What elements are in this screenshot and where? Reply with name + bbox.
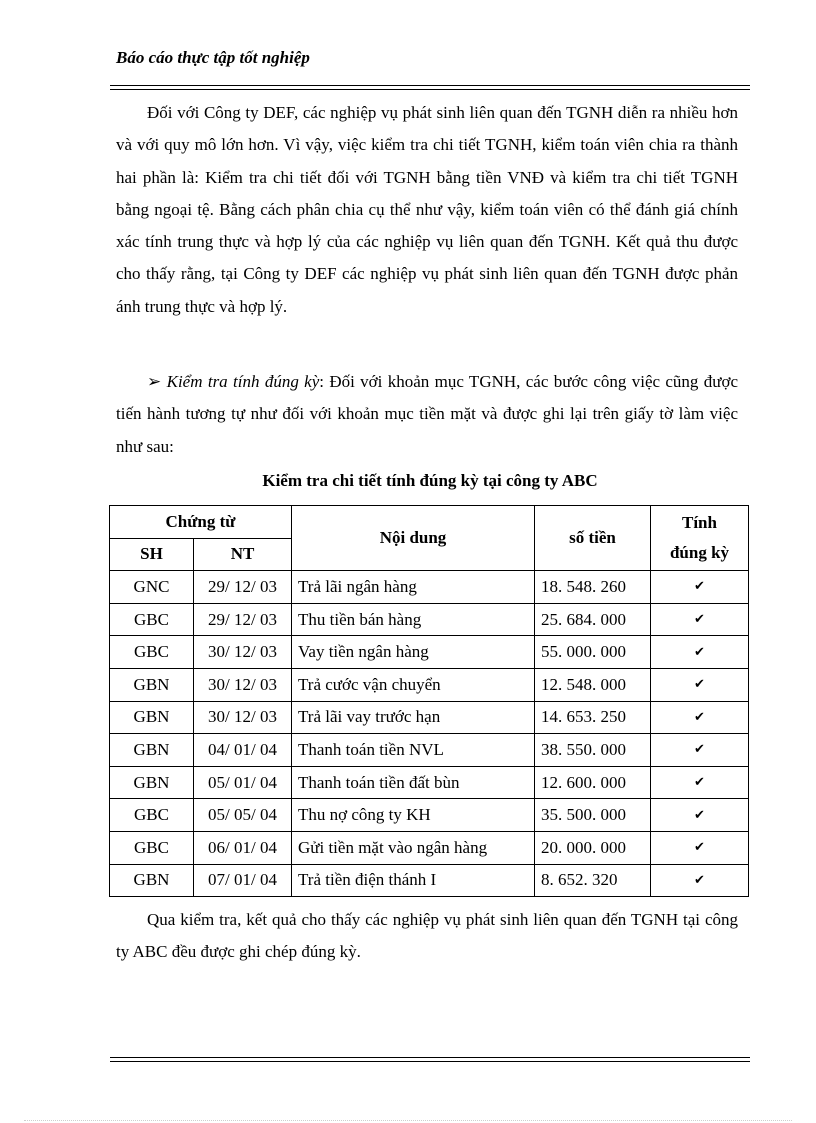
checkmark-icon: ✔ — [651, 571, 749, 604]
cell-amount: 35. 500. 000 — [535, 799, 651, 832]
cell-sh: GBN — [110, 701, 194, 734]
bullet-arrow-icon: ➢ — [147, 372, 162, 391]
cutoff-table — [109, 505, 749, 897]
cell-sh: GBC — [110, 603, 194, 636]
cell-content: Trả tiền điện thánh I — [292, 864, 535, 897]
checkmark-icon: ✔ — [651, 831, 749, 864]
paragraph-conclusion: Qua kiểm tra, kết quả cho thấy các nghiệp vụ phát sinh liên quan đến TGNH tại công ty ABC đều được ghi chép đúng kỳ. — [116, 910, 738, 962]
cell-amount: 12. 548. 000 — [535, 668, 651, 701]
checkmark-icon: ✔ — [651, 734, 749, 767]
cell-nt: 30/ 12/ 03 — [194, 636, 292, 669]
cell-sh: GBN — [110, 668, 194, 701]
cell-content: Thu nợ công ty KH — [292, 799, 535, 832]
checkmark-icon: ✔ — [651, 603, 749, 636]
cell-amount: 20. 000. 000 — [535, 831, 651, 864]
table-row — [110, 571, 749, 604]
cell-content: Trả cước vận chuyển — [292, 668, 535, 701]
cell-sh: GNC — [110, 571, 194, 604]
cutoff-test-text: : Đối với khoản mục TGNH, các bước công việc cũng được tiến hành tương tự như đối với khoản mục tiền mặt và được ghi lại trên giấy tờ làm việc như sau: — [116, 372, 739, 456]
paragraph-cutoff-test — [116, 366, 738, 463]
cell-amount: 55. 000. 000 — [535, 636, 651, 669]
cell-content: Thu tiền bán hàng — [292, 603, 535, 636]
cell-nt: 07/ 01/ 04 — [194, 864, 292, 897]
cell-amount: 25. 684. 000 — [535, 603, 651, 636]
checkmark-icon: ✔ — [651, 701, 749, 734]
checkmark-icon: ✔ — [651, 636, 749, 669]
cell-nt: 30/ 12/ 03 — [194, 668, 292, 701]
table-row — [110, 799, 749, 832]
table-row — [110, 701, 749, 734]
header-sh: SH — [110, 538, 194, 571]
footer-rule-top — [110, 1057, 750, 1058]
table-row — [110, 636, 749, 669]
paragraph-intro: Đối với Công ty DEF, các nghiệp vụ phát sinh liên quan đến TGNH diễn ra nhiều hơn và với quy mô lớn hơn. Vì vậy, việc kiểm tra chi tiết TGNH, kiểm toán viên chia ra thành hai phần là: Kiểm tra chi tiết đối với TGNH bằng tiền VNĐ và kiểm tra chi tiết TGNH bằng ngoại tệ. Bằng cách phân chia cụ thể như vậy, kiểm toán viên có thể đánh giá chính xác tính trung thực và hợp lý của các nghiệp vụ liên quan đến TGNH. Kết quả thu được cho thấy rằng, tại Công ty DEF các nghiệp vụ phát sinh liên quan đến TGNH được phản ánh trung thực và hợp lý. — [116, 103, 738, 316]
cell-amount: 38. 550. 000 — [535, 734, 651, 767]
header-check — [651, 506, 749, 571]
cell-sh: GBC — [110, 799, 194, 832]
cell-content: Trả lãi vay trước hạn — [292, 701, 535, 734]
cell-content: Gửi tiền mặt vào ngân hàng — [292, 831, 535, 864]
cell-sh: GBC — [110, 831, 194, 864]
checkmark-icon: ✔ — [651, 766, 749, 799]
cutoff-test-lead: Kiểm tra tính đúng kỳ — [166, 372, 320, 391]
cell-content: Thanh toán tiền đất bùn — [292, 766, 535, 799]
table-row — [110, 864, 749, 897]
cell-nt: 05/ 05/ 04 — [194, 799, 292, 832]
header-title: Báo cáo thực tập tốt nghiệp — [116, 48, 310, 67]
cell-amount: 12. 600. 000 — [535, 766, 651, 799]
checkmark-icon: ✔ — [651, 799, 749, 832]
footer-rule-bottom — [110, 1061, 750, 1062]
header-nt: NT — [194, 538, 292, 571]
cell-nt: 06/ 01/ 04 — [194, 831, 292, 864]
cell-content: Trả lãi ngân hàng — [292, 571, 535, 604]
table-row — [110, 603, 749, 636]
cell-sh: GBN — [110, 734, 194, 767]
header-check-line2: đúng kỳ — [669, 543, 730, 563]
table-row — [110, 734, 749, 767]
cell-sh: GBN — [110, 864, 194, 897]
cell-content: Vay tiền ngân hàng — [292, 636, 535, 669]
header-content: Nội dung — [292, 506, 535, 571]
cell-nt: 04/ 01/ 04 — [194, 734, 292, 767]
table-title: Kiểm tra chi tiết tính đúng kỳ tại công ty ABC — [262, 471, 598, 490]
cell-content: Thanh toán tiền NVL — [292, 734, 535, 767]
table-row — [110, 668, 749, 701]
cell-amount: 14. 653. 250 — [535, 701, 651, 734]
header-rule-top — [110, 85, 750, 86]
cell-sh: GBN — [110, 766, 194, 799]
cell-amount: 18. 548. 260 — [535, 571, 651, 604]
page-bottom-dotted-line — [24, 1120, 792, 1121]
table-row — [110, 831, 749, 864]
cell-nt: 30/ 12/ 03 — [194, 701, 292, 734]
header-amount: số tiền — [535, 506, 651, 571]
table-row — [110, 766, 749, 799]
cell-nt: 29/ 12/ 03 — [194, 603, 292, 636]
table-header-row-1 — [110, 506, 749, 539]
cell-amount: 8. 652. 320 — [535, 864, 651, 897]
checkmark-icon: ✔ — [651, 668, 749, 701]
header-rule-bottom — [110, 89, 750, 90]
checkmark-icon: ✔ — [651, 864, 749, 897]
cell-nt: 05/ 01/ 04 — [194, 766, 292, 799]
cell-sh: GBC — [110, 636, 194, 669]
table-body — [110, 571, 749, 897]
header-check-line1: Tính — [682, 513, 717, 533]
cell-nt: 29/ 12/ 03 — [194, 571, 292, 604]
header-voucher: Chứng từ — [110, 506, 292, 539]
